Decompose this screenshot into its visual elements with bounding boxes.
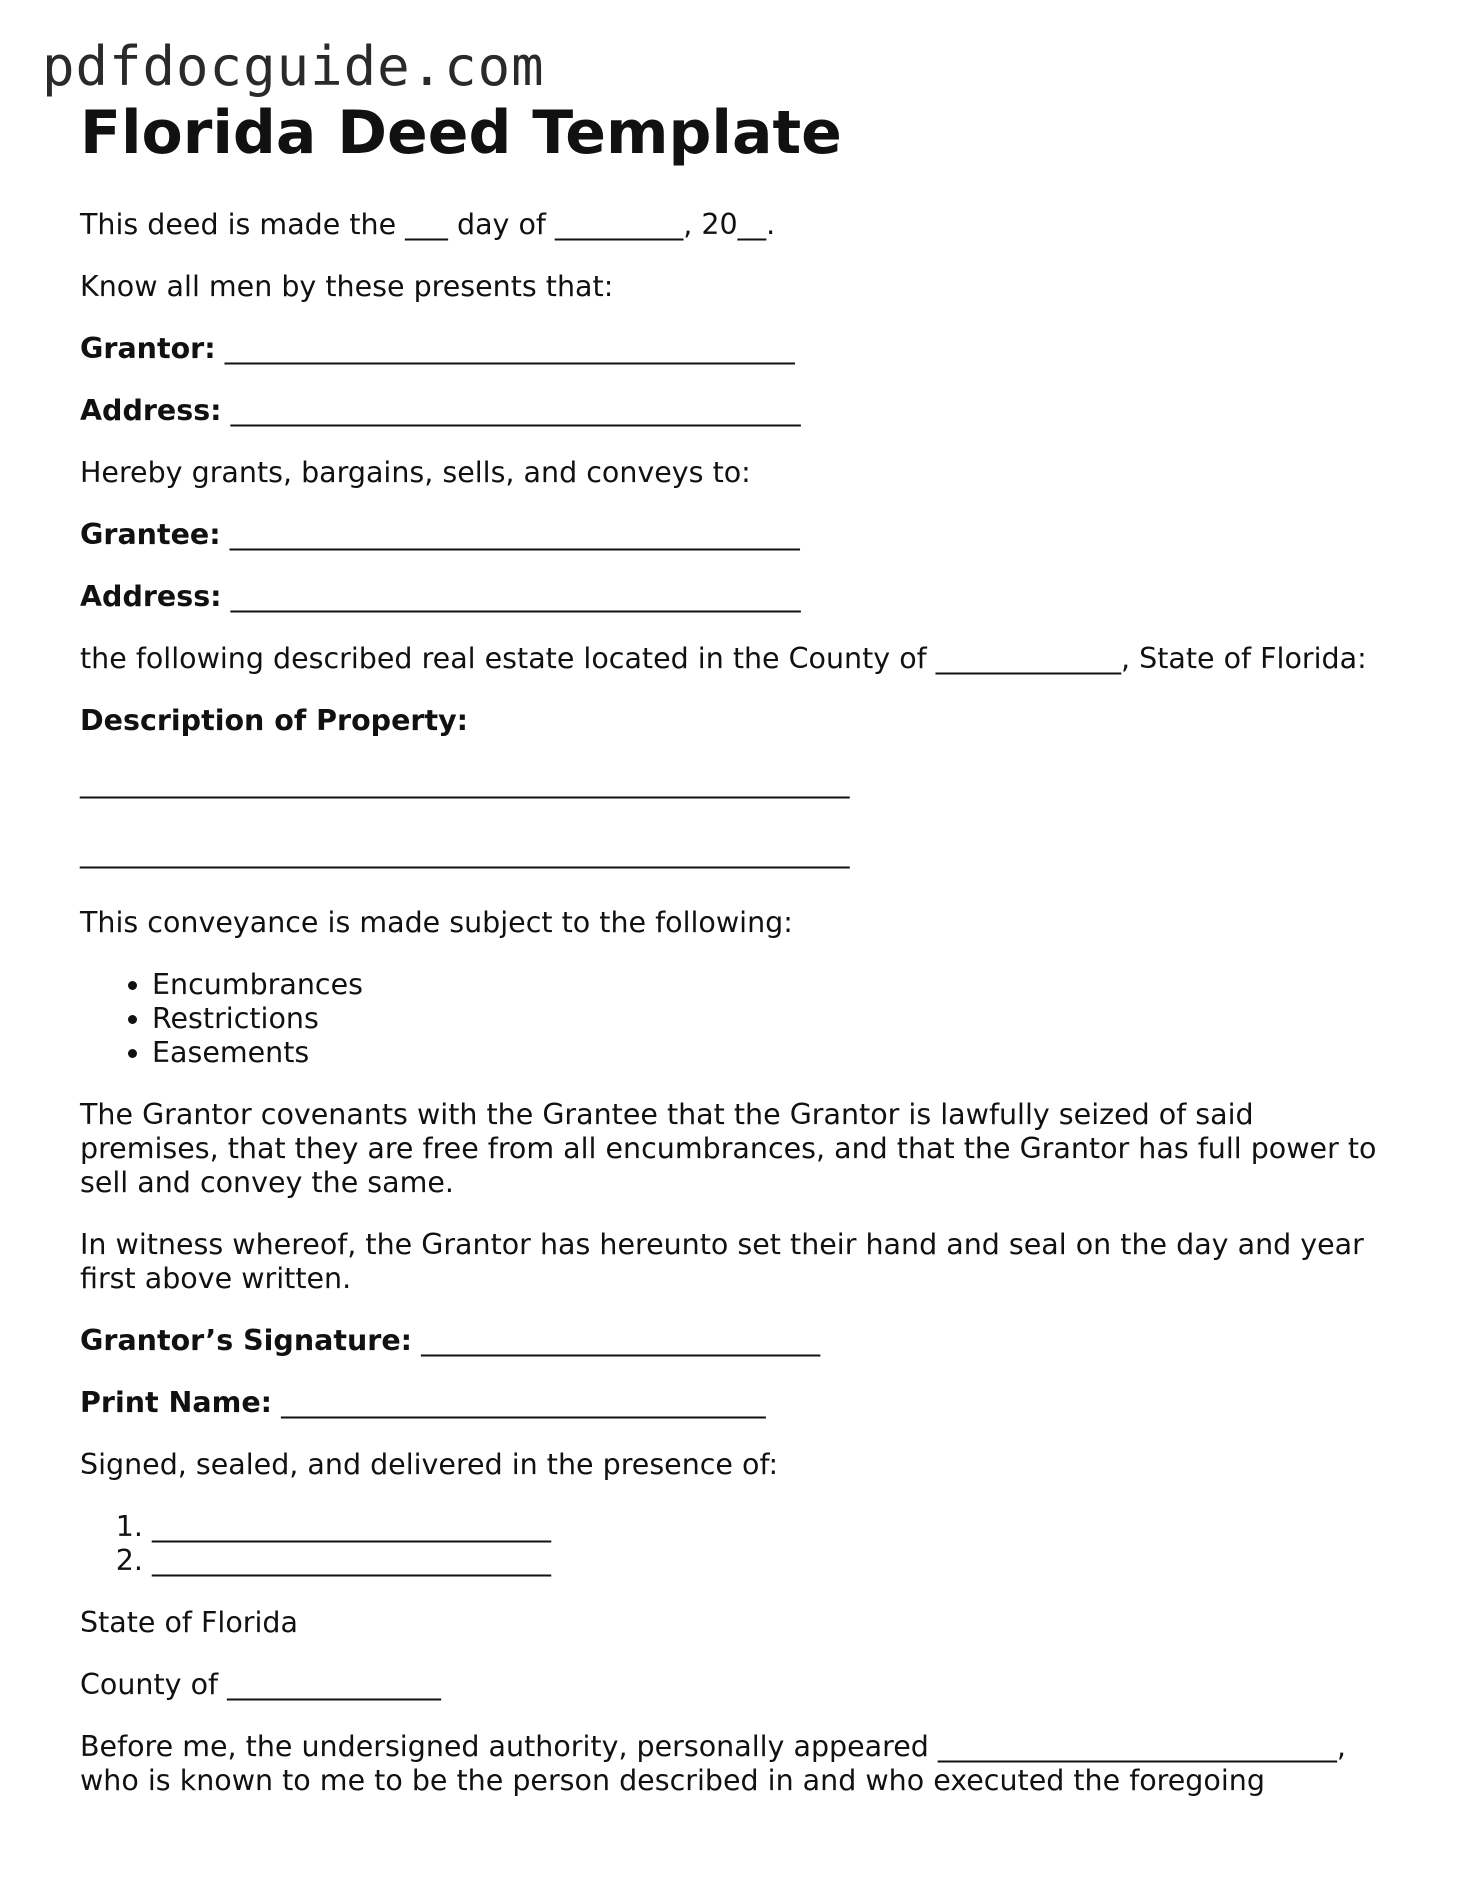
subject-to-intro: This conveyance is made subject to the following: — [80, 906, 793, 939]
grantee-field — [80, 518, 1400, 552]
grantor-address-field — [80, 394, 1400, 428]
grantor-label: Grantor: — [80, 332, 216, 365]
date-line: This deed is made the ___ day of _________, 20__. — [80, 208, 776, 241]
notary-before-me: Before me, the undersigned authority, personally appeared ____________________________, who is known to me to be the person described in and who executed the foregoing — [80, 1730, 1346, 1797]
list-item: • Restrictions — [152, 1002, 1400, 1036]
covenant-paragraph: The Grantor covenants with the Grantee that the Grantor is lawfully seized of said premises, that they are free from all encumbrances, and that the Grantor has full power to sell and convey the same. — [80, 1098, 1377, 1199]
deed-document — [80, 100, 1400, 1826]
notary-county: County of _______________ — [80, 1668, 441, 1701]
watermark: pdfdocguide.com — [42, 35, 545, 98]
grantor-address-label: Address: — [80, 394, 222, 427]
notary-state: State of Florida — [80, 1606, 298, 1639]
witness-line[interactable]: 1. ____________________________ — [152, 1510, 1400, 1544]
signature-blank[interactable]: ____________________________ — [412, 1324, 821, 1357]
grantee-address-field — [80, 580, 1400, 614]
witness-line[interactable]: 2. ____________________________ — [152, 1544, 1400, 1578]
property-line-1[interactable]: ______________________________________________________ — [80, 766, 850, 799]
grantee-address-label: Address: — [80, 580, 222, 613]
grantee-blank[interactable]: ________________________________________ — [220, 518, 800, 551]
grantee-label: Grantee: — [80, 518, 221, 551]
grantor-address-blank[interactable]: ________________________________________ — [221, 394, 801, 427]
grantee-address-blank[interactable]: ________________________________________ — [221, 580, 801, 613]
signature-label: Grantor’s Signature: — [80, 1324, 413, 1357]
list-item: • Encumbrances — [152, 968, 1400, 1002]
grant-clause: Hereby grants, bargains, sells, and conveys to: — [80, 456, 751, 489]
county-line: the following described real estate located in the County of _____________, State of Florida: — [80, 642, 1367, 675]
signature-field — [80, 1324, 1400, 1358]
witness-clause: In witness whereof, the Grantor has hereunto set their hand and seal on the day and year first above written. — [80, 1228, 1364, 1295]
presence-line: Signed, sealed, and delivered in the presence of: — [80, 1448, 779, 1481]
grantor-field — [80, 332, 1400, 366]
print-name-blank[interactable]: __________________________________ — [272, 1386, 766, 1419]
print-name-label: Print Name: — [80, 1386, 273, 1419]
print-name-field — [80, 1386, 1400, 1420]
property-line-2[interactable]: ______________________________________________________ — [80, 836, 850, 869]
subject-to-list — [80, 968, 1400, 1070]
grantor-blank[interactable]: ________________________________________ — [215, 332, 795, 365]
property-description-label: Description of Property: — [80, 704, 469, 737]
list-item: • Easements — [152, 1036, 1400, 1070]
know-all-line: Know all men by these presents that: — [80, 270, 614, 303]
witness-list — [80, 1510, 1400, 1578]
page-title: Florida Deed Template — [80, 98, 842, 168]
